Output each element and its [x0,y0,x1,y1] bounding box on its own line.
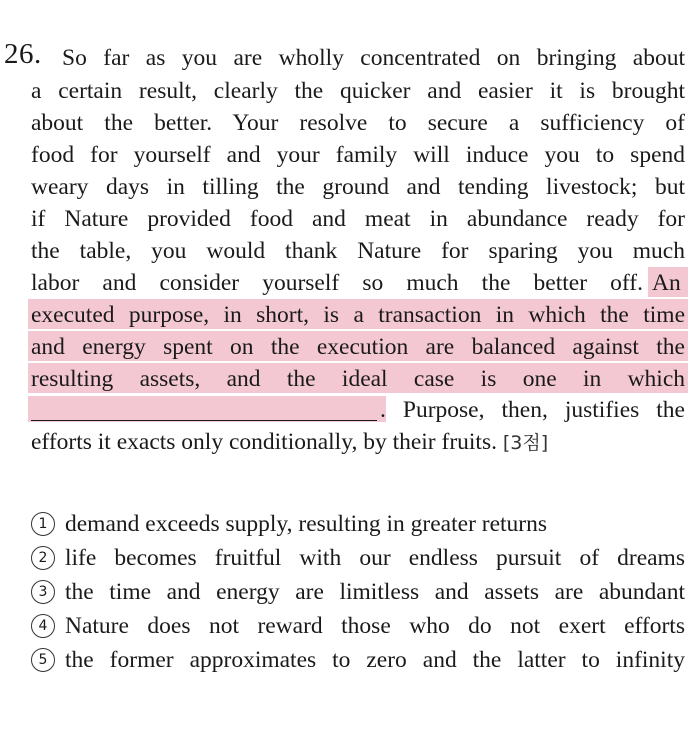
final-line-text: efforts it exacts only conditionally, by their fruits. [31,429,497,455]
choice-1[interactable] [31,508,685,540]
choice-marker: 4 [31,614,55,638]
question-number: 26. [4,38,42,70]
highlight-band [28,396,386,422]
final-line [31,426,685,458]
choice-marker: 3 [31,580,55,604]
highlight-start-text: An [652,270,681,296]
choice-5[interactable] [31,644,685,676]
passage-line: a certain result, clearly the quicker and easier it is brought [31,78,685,104]
choice-marker: 5 [31,648,55,672]
highlighted-line: executed purpose, in short, is a transaction in which the time [31,302,685,328]
highlighted-line: and energy spent on the execution are balanced against the [31,334,685,360]
choice-marker: 2 [31,546,55,570]
passage-line: food for yourself and your family will induce you to spend [31,142,685,168]
passage-line: if Nature provided food and meat in abundance ready for [31,206,685,232]
choice-marker: 1 [31,512,55,536]
choice-4[interactable] [31,610,685,642]
highlighted-line: resulting assets, and the ideal case is one in which [31,366,685,392]
passage-line: the table, you would thank Nature for sparing you much [31,238,685,264]
choice-text: demand exceeds supply, resulting in greater returns [65,511,548,537]
answer-blank [31,420,377,421]
passage-line: weary days in tilling the ground and tending livestock; but [31,174,685,200]
after-blank-text: . Purpose, then, justifies the [380,397,685,423]
passage-line: about the better. Your resolve to secure a sufficiency of [31,110,685,136]
passage-line: labor and consider yourself so much the better off. [31,270,643,296]
choice-text: the former approximates to zero and the latter to infinity [65,647,685,673]
choice-3[interactable] [31,576,685,608]
choice-text: life becomes fruitful with our endless pursuit of dreams [65,545,685,571]
points-badge: [3점] [502,432,549,454]
passage-line: So far as you are wholly concentrated on bringing about [62,45,685,71]
choice-text: Nature does not reward those who do not exert efforts [65,613,685,639]
choice-text: the time and energy are limitless and assets are abundant [65,579,685,605]
choice-2[interactable] [31,542,685,574]
